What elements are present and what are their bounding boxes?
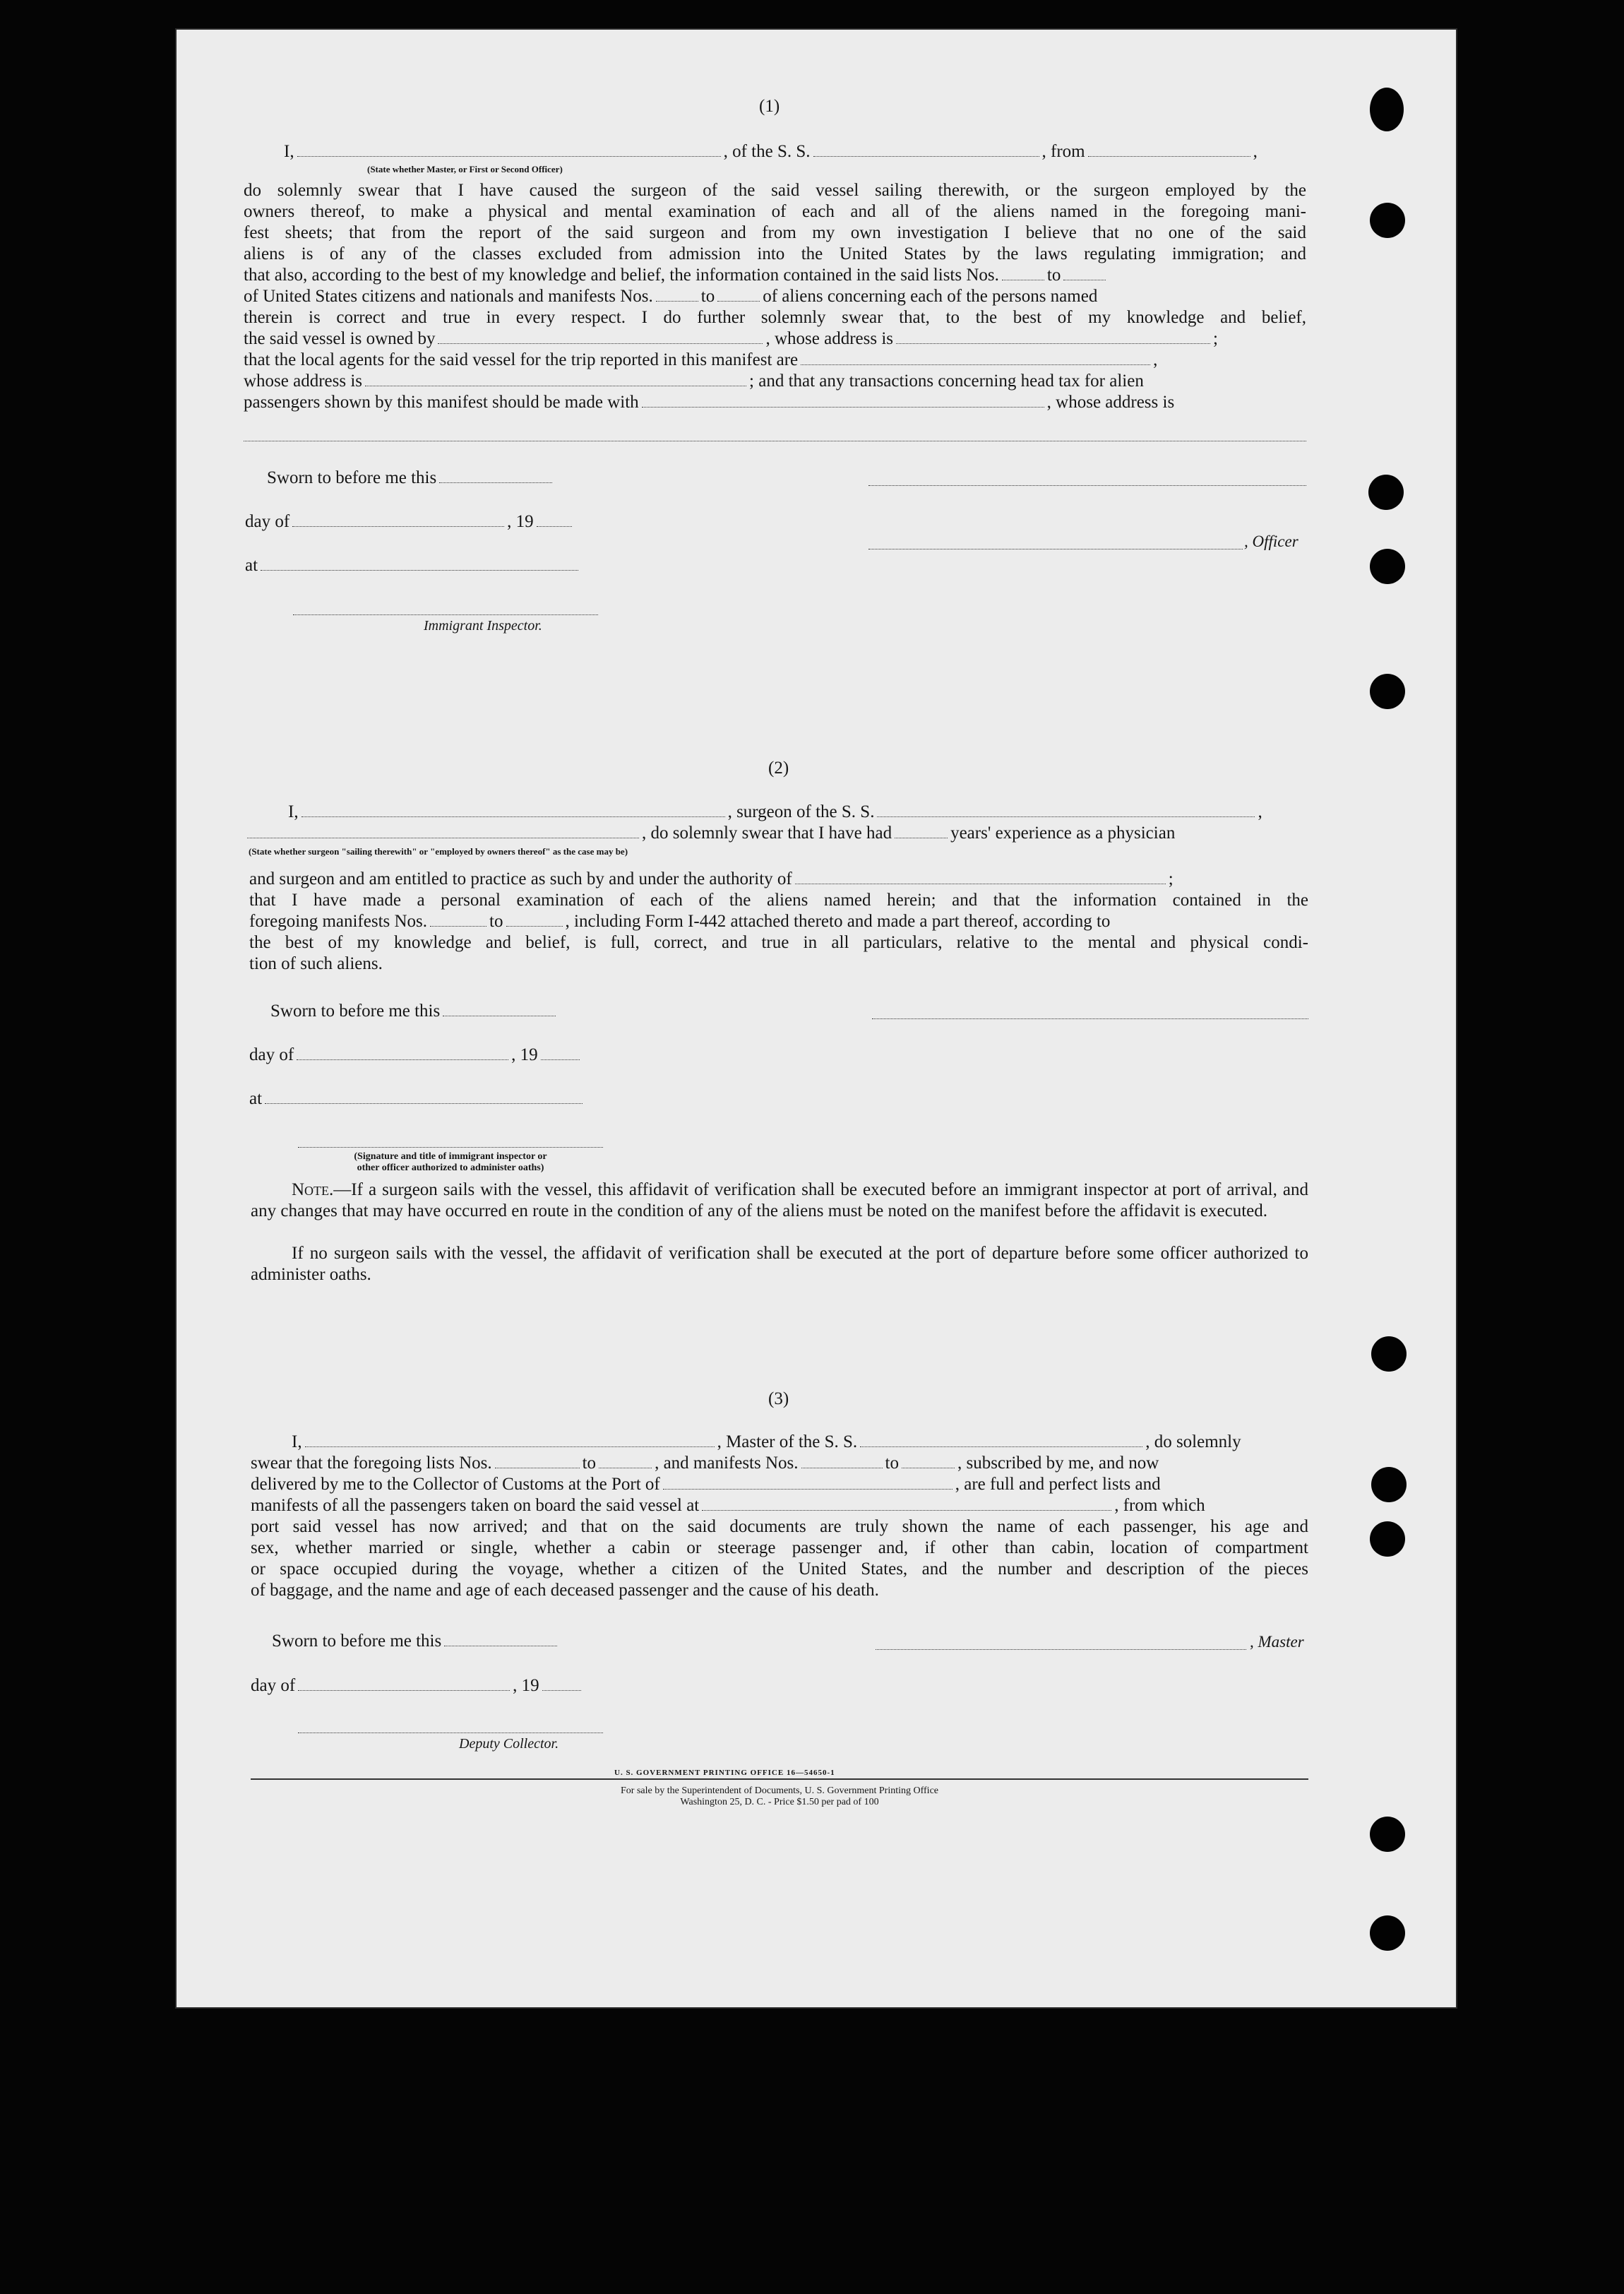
signature-note: other officer authorized to administer oaths) [357, 1163, 544, 1173]
punch-hole [1370, 88, 1404, 131]
oath-text: that the local agents for the said vessel for the trip reported in this manifest are , [244, 350, 1158, 369]
surgeon-text: the best of my knowledge and belief, is full, correct, and true in all particulars, relative to the mental and physical condi- [249, 933, 1308, 952]
place-blank[interactable] [261, 570, 578, 571]
field-note: (State whether surgeon "sailing therewith" or "employed by owners thereof" as the case may be) [249, 846, 628, 857]
section-number: (3) [768, 1389, 789, 1408]
punch-hole [1370, 1817, 1405, 1852]
punch-hole [1371, 1336, 1407, 1372]
oath-text: passengers shown by this manifest should be made with , whose address is [244, 393, 1175, 412]
signature-note: (Signature and title of immigrant inspector or [354, 1151, 547, 1162]
inspector-signature-line[interactable] [293, 614, 598, 615]
note-paragraph-2: If no surgeon sails with the vessel, the affidavit of verification shall be executed at the port of departure before some officer authorized to administer oaths. [251, 1244, 1308, 1284]
month-blank[interactable] [297, 1059, 508, 1060]
master-line: swear that the foregoing lists Nos. to , and manifests Nos. to , subscribed by me, and now [251, 1454, 1159, 1473]
surgeon-signature-line[interactable] [872, 1018, 1308, 1019]
master-name-blank[interactable] [297, 156, 721, 157]
manifests-from-blank[interactable] [656, 301, 698, 302]
month-blank[interactable] [298, 1690, 510, 1691]
surgeon-line: I, , surgeon of the S. S. , [288, 802, 1262, 821]
surgeon-text: tion of such aliens. [249, 954, 383, 973]
embark-port-blank[interactable] [702, 1510, 1111, 1511]
punch-hole [1370, 674, 1405, 709]
master-text: port said vessel has now arrived; and that on the said documents are truly shown the name of each passenger, his age and [251, 1517, 1308, 1536]
master-signature-line[interactable] [876, 1649, 1246, 1650]
jurat-sworn: Sworn to before me this [270, 1001, 559, 1022]
footer-rule [251, 1778, 1308, 1780]
sworn-day-blank[interactable] [439, 482, 552, 483]
vessel-name-blank[interactable] [813, 156, 1039, 157]
collector-caption: Deputy Collector. [459, 1736, 559, 1752]
note-text: —If a surgeon sails with the vessel, this affidavit of verification shall be executed before an immigrant inspector at port of arrival, and any changes that may have occurred en route in the condition of any of the aliens must be noted on the manifest before the affidavit is executed. [251, 1180, 1308, 1220]
surgeon-name-blank[interactable] [301, 816, 725, 817]
surgeon-text: that I have made a personal examination of each of the aliens named herein; and that the information contained in the [249, 891, 1308, 910]
oath-text: fest sheets; that from the report of the said surgeon and from my own investigation I believe that no one of the said [244, 223, 1306, 242]
head-tax-blank[interactable] [642, 407, 1044, 408]
oath-text: that also, according to the best of my knowledge and belief, the information contained in the said lists Nos. to [244, 265, 1109, 286]
punch-hole [1368, 475, 1404, 510]
oath-text: therein is correct and true in every respect. I do further solemnly swear that, to the best of my knowledge and belief, [244, 308, 1306, 327]
master-line: delivered by me to the Collector of Customs at the Port of , are full and perfect lists and [251, 1475, 1161, 1494]
jurat-at: at [245, 555, 581, 576]
from-port-blank[interactable] [1088, 156, 1250, 157]
year-blank[interactable] [537, 526, 572, 527]
jurat-day: day of , 19 [245, 511, 575, 533]
oath-text: owners thereof, to make a physical and mental examination of each and all of the aliens named in the foregoing mani- [244, 202, 1306, 221]
section-number: (2) [768, 759, 789, 778]
master-text: sex, whether married or single, whether a cabin or steerage passenger and, if other than cabin, location of compartment [251, 1538, 1308, 1557]
punch-hole [1370, 203, 1405, 238]
master-caption: , Master [1250, 1633, 1304, 1651]
port-blank[interactable] [663, 1489, 953, 1490]
jurat-at: at [249, 1088, 585, 1110]
oath-text: whose address is ; and that any transactions concerning head tax for alien [244, 372, 1144, 391]
jurat-sworn: Sworn to before me this [272, 1631, 560, 1652]
gpo-imprint: U. S. GOVERNMENT PRINTING OFFICE 16—54650-1 [614, 1769, 835, 1777]
master-line: I, , Master of the S. S. , do solemnly [292, 1432, 1241, 1451]
surgeon-text: foregoing manifests Nos. to , including Form I-442 attached thereto and made a part thereof, according to [249, 912, 1111, 931]
manifests-to-blank[interactable] [717, 301, 760, 302]
master-vessel-blank[interactable] [860, 1446, 1142, 1447]
surgeon-vessel-blank[interactable] [877, 816, 1255, 817]
oath-text: the said vessel is owned by , whose address is ; [244, 329, 1218, 348]
inspector-signature-line[interactable] [298, 1147, 603, 1148]
year-blank[interactable] [541, 1059, 580, 1060]
section-number: (1) [759, 97, 780, 116]
oath-line: I, , of the S. S. , from , [284, 142, 1258, 161]
sale-notice: Washington 25, D. C. - Price $1.50 per pad of 100 [680, 1797, 879, 1807]
inspector-caption: Immigrant Inspector. [424, 618, 542, 634]
place-blank[interactable] [265, 1103, 583, 1104]
oath-text: aliens is of any of the classes excluded from admission into the United States by the laws regulating immigration; and [244, 244, 1306, 263]
surgeon-text: and surgeon and am entitled to practice as such by and under the authority of ; [249, 869, 1174, 889]
officer-caption: , Officer [1244, 533, 1298, 550]
surgeon-line: , do solemnly swear that I have had years' experience as a physician [247, 823, 1175, 844]
sale-notice: For sale by the Superintendent of Documents, U. S. Government Printing Office [621, 1785, 938, 1796]
punch-hole [1370, 1915, 1405, 1951]
punch-hole [1370, 1521, 1405, 1557]
year-blank[interactable] [542, 1690, 581, 1691]
jurat-day: day of , 19 [251, 1675, 584, 1696]
punch-hole [1371, 1467, 1407, 1502]
master-line: manifests of all the passengers taken on board the said vessel at , from which [251, 1496, 1205, 1515]
jurat-sworn: Sworn to before me this [267, 468, 555, 489]
agents-blank[interactable] [801, 364, 1150, 365]
officer-signature-line-1[interactable] [868, 485, 1306, 486]
master-text: or space occupied during the voyage, whether a citizen of the United States, and the number and description of the pieces [251, 1559, 1308, 1579]
form-page [177, 30, 1456, 2007]
oath-text: of United States citizens and nationals and manifests Nos. to of aliens concerning each of the persons named [244, 287, 1098, 306]
month-blank[interactable] [292, 526, 504, 527]
jurat-day: day of , 19 [249, 1045, 583, 1066]
field-note: (State whether Master, or First or Second Officer) [367, 164, 563, 174]
owner-blank[interactable] [438, 343, 763, 344]
note-paragraph [251, 1179, 1308, 1222]
punch-hole [1370, 549, 1405, 584]
manifests-from-blank[interactable] [430, 926, 486, 927]
master-name-blank[interactable] [305, 1446, 715, 1447]
owner-address-blank[interactable] [896, 343, 1210, 344]
oath-text: do solemnly swear that I have caused the surgeon of the said vessel sailing therewith, or the surgeon employed by the [244, 181, 1306, 200]
manifests-to-blank[interactable] [506, 926, 563, 927]
master-text: of baggage, and the name and age of each deceased passenger and the cause of his death. [251, 1581, 879, 1600]
note-label: Note. [292, 1180, 334, 1199]
